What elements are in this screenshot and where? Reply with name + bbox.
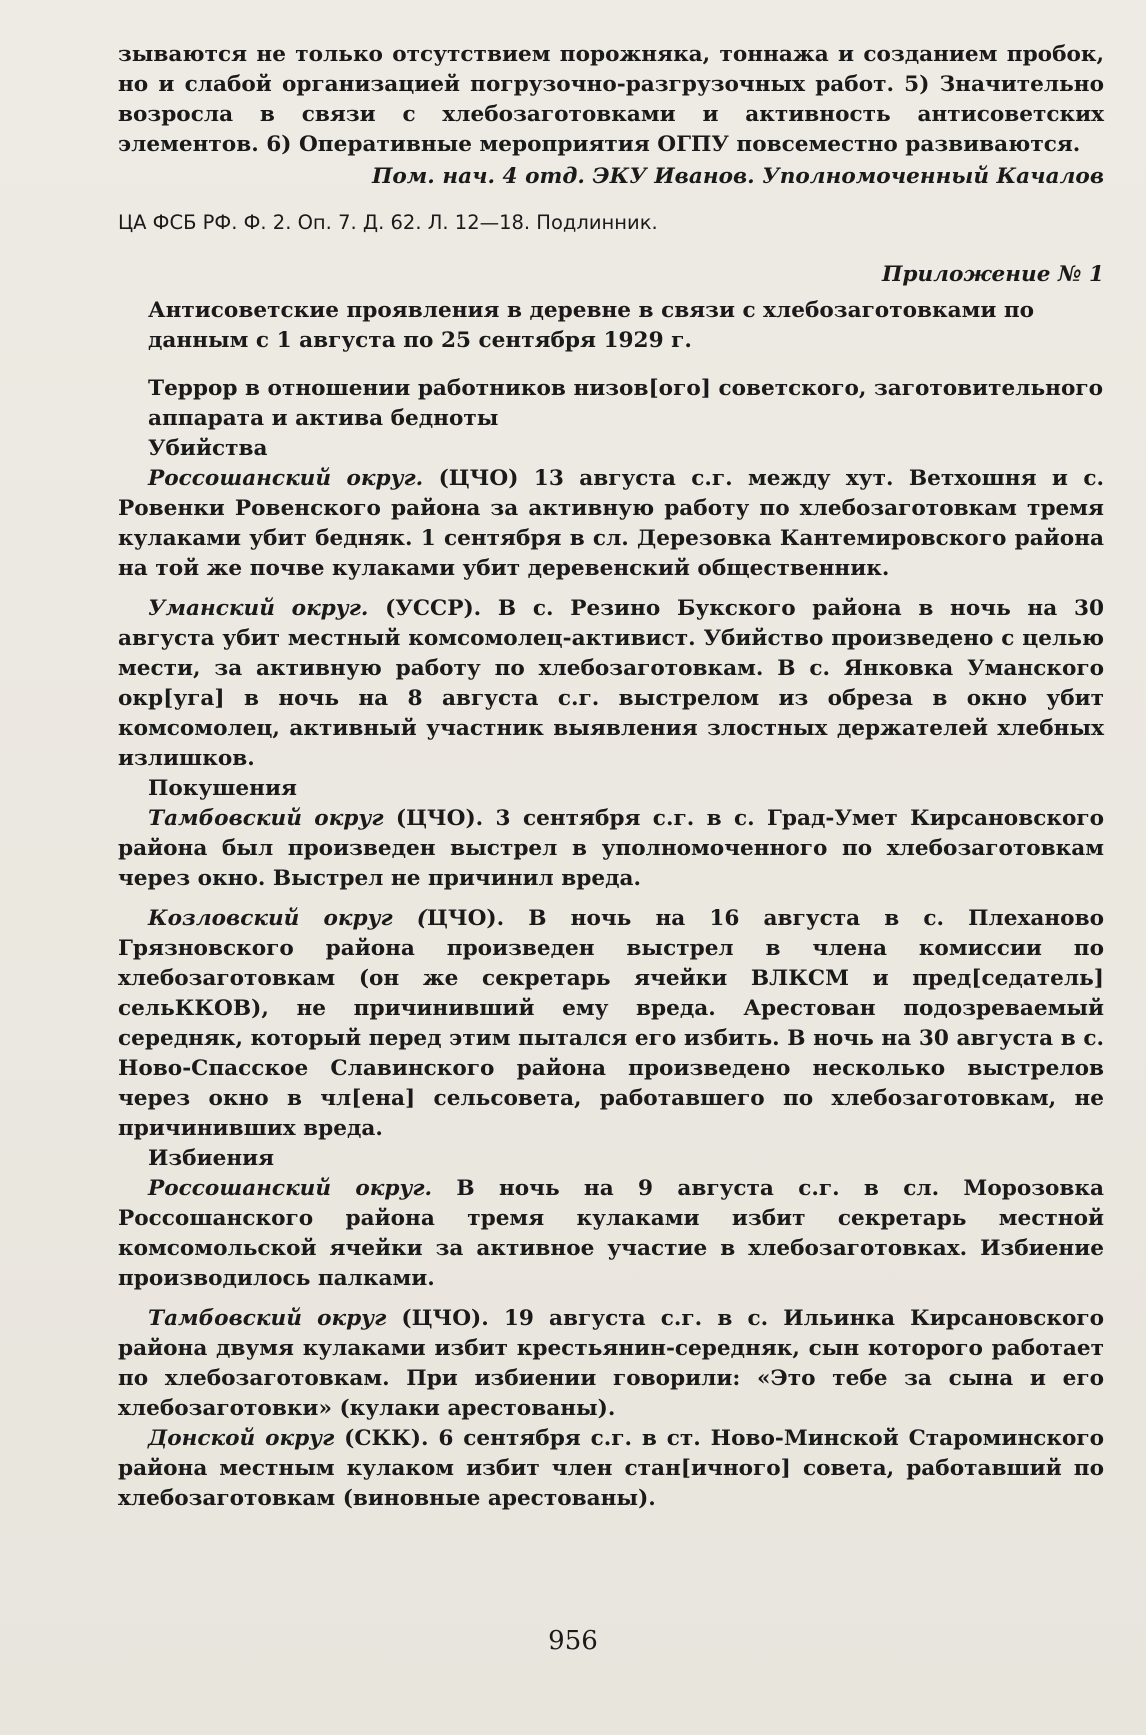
document-body	[118, 40, 1104, 1514]
paragraph-text: (ЦЧО). 19 августа с.г. в с. Ильинка Кирсановского района двумя кулаками избит крестьянин-середняк, сын которого работает по хлебозаготовкам. При избиении говорили: «Это тебе за сына и его хлебозаготовки» (кулаки арестованы).	[118, 1306, 1104, 1421]
paragraph-beating-2	[118, 1304, 1104, 1424]
paragraph-killing-1	[118, 464, 1104, 584]
intro-paragraph: зываются не только отсутствием порожняка, тоннажа и созданием пробок, но и слабой организацией погрузочно-разгрузочных работ. 5) Значительно возросла в связи с хлебозаготовками и активность антисоветских элементов. 6) Оперативные мероприятия ОГПУ повсеместно развиваются.	[118, 42, 1104, 157]
region-name: Донской округ	[148, 1426, 335, 1451]
paragraph-beating-1	[118, 1174, 1104, 1294]
paragraph-text: (ЦЧО) 13 августа с.г. между хут. Ветхошня и с. Ровенки Ровенского района за активную работу по хлебозаготовкам тремя кулаками убит бедняк. 1 сентября в сл. Дерезовка Кантемировского района на той же почве кулаками убит деревенский общественник.	[118, 466, 1105, 581]
subheading-attempts: Покушения	[148, 776, 297, 801]
region-name: Козловский округ (	[148, 906, 428, 931]
page-number: 956	[548, 1626, 598, 1656]
paragraph-text: ЦЧО). В ночь на 16 августа в с. Плеханово Грязновского района произведен выстрел в члена комиссии по хлебозаготовкам (он же секретарь ячейки ВЛКСМ и пред[седатель] сельККОВ), не причинивший ему вреда. Арестован подозреваемый середняк, который перед этим пытался его избить. В ночь на 30 августа в с. Ново-Спасское Славинского района произведено несколько выстрелов через окно в чл[ена] сельсовета, работавшего по хлебозаготовкам, не причинивших вреда.	[118, 906, 1104, 1141]
archive-reference: ЦА ФСБ РФ. Ф. 2. Оп. 7. Д. 62. Л. 12—18. Подлинник.	[118, 211, 658, 234]
paragraph-attempt-2	[118, 904, 1104, 1144]
paragraph-killing-2	[118, 594, 1104, 774]
paragraph-attempt-1	[118, 804, 1104, 894]
subheading-killings: Убийства	[148, 436, 268, 461]
paragraph-text: (ЦЧО). 3 сентября с.г. в с. Град-Умет Кирсановского района был произведен выстрел в уполномоченного по хлебозаготовкам через окно. Выстрел не причинил вреда.	[118, 806, 1104, 891]
appendix-label: Приложение № 1	[881, 262, 1104, 287]
paragraph-text: В ночь на 9 августа с.г. в сл. Морозовка Россошанского района тремя кулаками избит секретарь местной комсомольской ячейки за активное участие в хлебозаготовках. Избиение производилось палками.	[118, 1176, 1105, 1291]
paragraph-text: (СКК). 6 сентября с.г. в ст. Ново-Минской Староминского района местным кулаком избит член стан[ичного] совета, работавший по хлебозаготовкам (виновные арестованы).	[118, 1426, 1105, 1511]
signature-line: Пом. нач. 4 отд. ЭКУ Иванов. Уполномоченный Качалов	[371, 164, 1104, 189]
region-name: Россошанский округ.	[148, 466, 424, 491]
paragraph-text: (УССР). В с. Резино Букского района в ночь на 30 августа убит местный комсомолец-активист. Убийство произведено с целью мести, за активную работу по хлебозаготовкам. В с. Янковка Уманского окр[уга] в ночь на 8 августа с.г. выстрелом из обреза в окно убит комсомолец, активный участник выявления злостных держателей хлебных излишков.	[118, 596, 1105, 771]
paragraph-beating-3	[118, 1424, 1104, 1514]
region-name: Тамбовский округ	[148, 1306, 387, 1331]
region-name: Россошанский округ.	[148, 1176, 433, 1201]
section-heading-terror: Террор в отношении работников низов[ого] советского, заготовительного аппарата и актива бедноты	[148, 376, 1103, 431]
region-name: Уманский округ.	[148, 596, 369, 621]
subheading-beatings: Избиения	[148, 1146, 275, 1171]
document-title: Антисоветские проявления в деревне в связи с хлебозаготовками по данным с 1 августа по 25 сентября 1929 г.	[148, 298, 1035, 353]
region-name: Тамбовский округ	[148, 806, 384, 831]
